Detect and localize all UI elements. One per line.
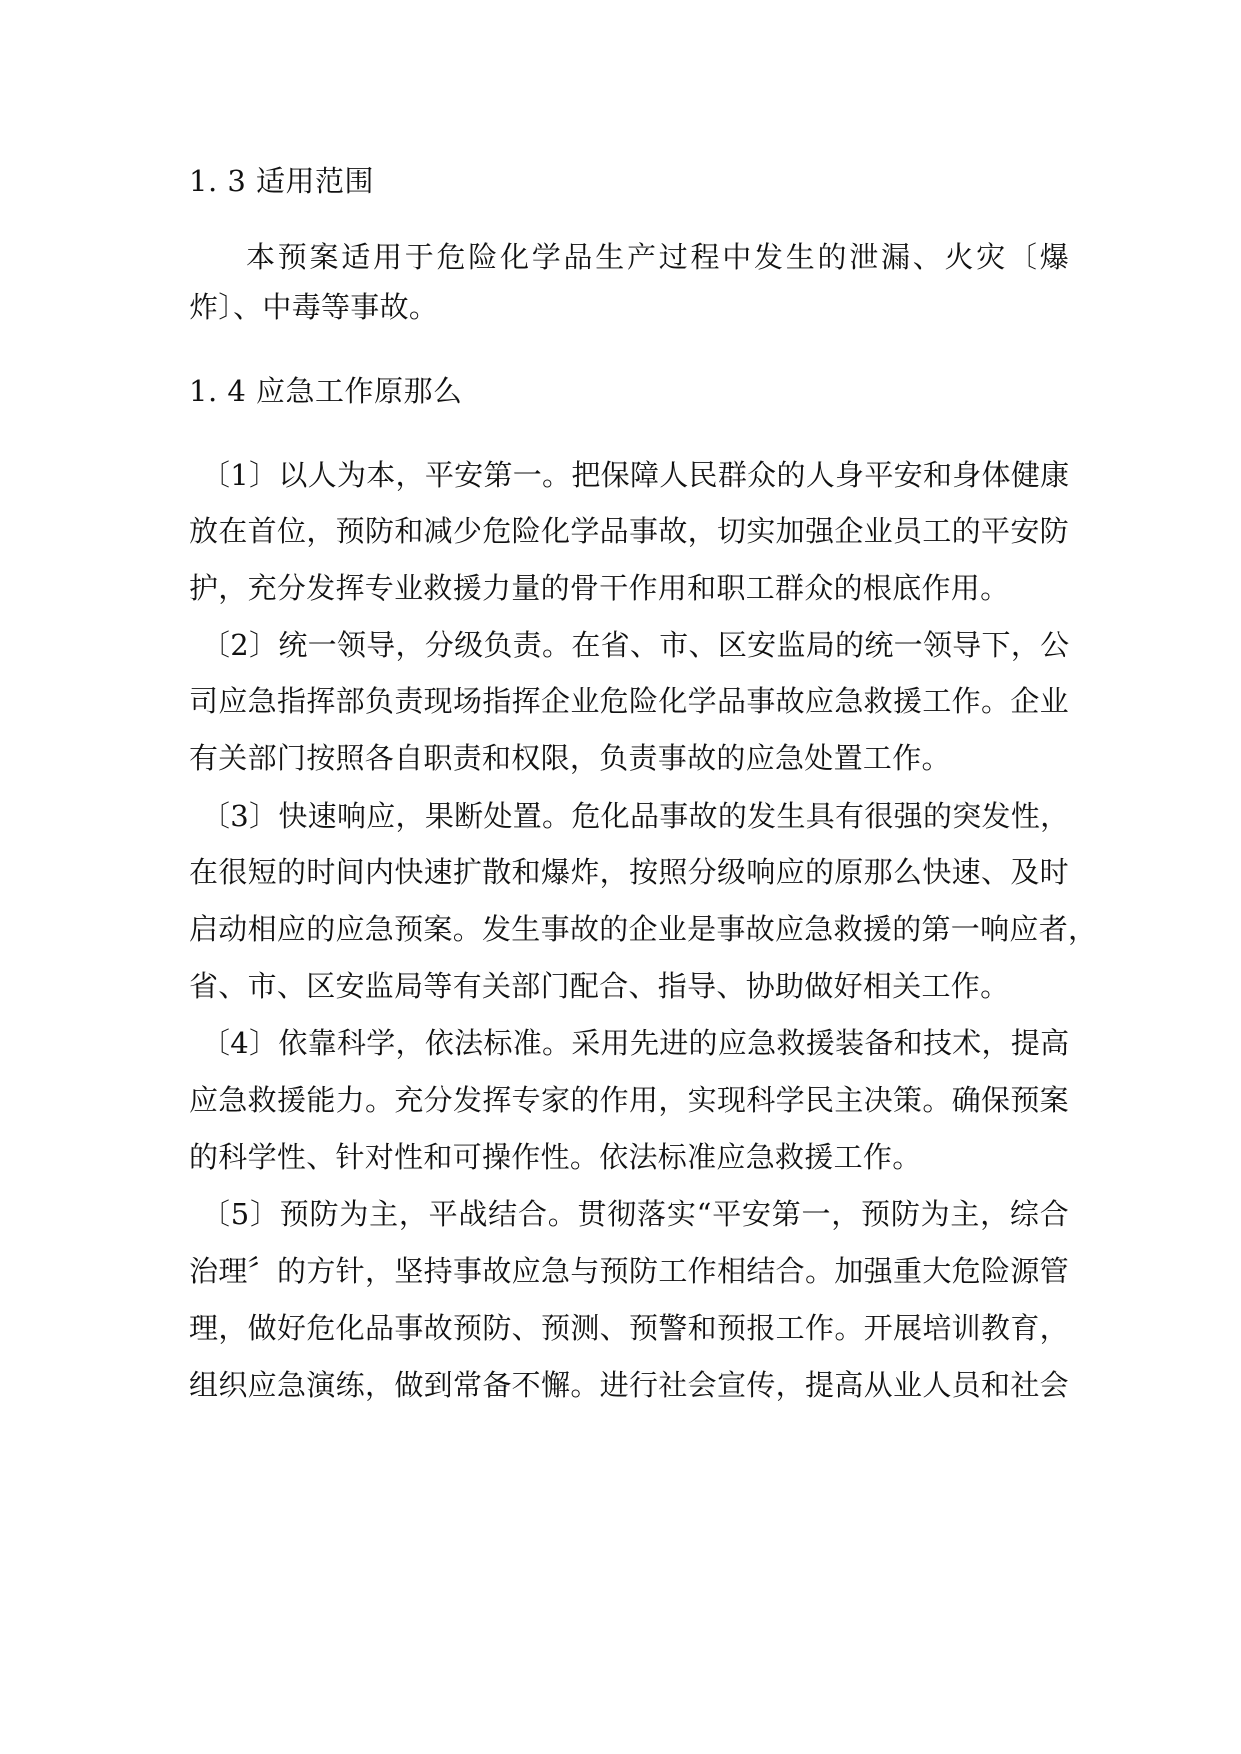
paragraph-line: 应急救援能力。充分发挥专家的作用，实现科学民主决策。确保预案 bbox=[189, 1083, 1069, 1117]
paragraph-line: 理，做好危化品事故预防、预测、预警和预报工作。开展培训教育， bbox=[189, 1311, 1069, 1345]
paragraph-line: 组织应急演练，做到常备不懈。进行社会宣传，提高从业人员和社会 bbox=[189, 1368, 1069, 1402]
paragraph-line: 护，充分发挥专业救援力量的骨干作用和职工群众的根底作用。 bbox=[189, 571, 1010, 605]
paragraph-line: 本预案适用于危险化学品生产过程中发生的泄漏、火灾〔爆 bbox=[246, 240, 1069, 274]
paragraph-line: 〔1〕以人为本，平安第一。把保障人民群众的人身平安和身体健康 bbox=[201, 458, 1070, 492]
paragraph-line: 炸〕、中毒等事故。 bbox=[189, 290, 439, 324]
paragraph-line: 〔2〕统一领导，分级负责。在省、市、区安监局的统一领导下，公 bbox=[201, 628, 1070, 662]
paragraph-line: 治理〞的方针，坚持事故应急与预防工作相结合。加强重大危险源管 bbox=[189, 1254, 1069, 1288]
paragraph-line: 〔5〕预防为主，平战结合。贯彻落实“平安第一，预防为主，综合 bbox=[201, 1197, 1069, 1231]
paragraph-line: 省、市、区安监局等有关部门配合、指导、协助做好相关工作。 bbox=[189, 969, 1010, 1003]
paragraph-line: 〔3〕快速响应，果断处置。危化品事故的发生具有很强的突发性， bbox=[201, 799, 1070, 833]
paragraph-line: 放在首位，预防和减少危险化学品事故，切实加强企业员工的平安防 bbox=[189, 514, 1069, 548]
section-heading-1-3: 1. 3 适用范围 bbox=[189, 164, 375, 198]
paragraph-line: 司应急指挥部负责现场指挥企业危险化学品事故应急救援工作。企业 bbox=[189, 684, 1069, 718]
paragraph-line: 的科学性、针对性和可操作性。依法标准应急救援工作。 bbox=[189, 1140, 922, 1174]
section-heading-1-4: 1. 4 应急工作原那么 bbox=[189, 374, 463, 408]
paragraph-line: 启动相应的应急预案。发生事故的企业是事故应急救援的第一响应者， bbox=[189, 912, 1098, 946]
paragraph-line: 〔4〕依靠科学，依法标准。采用先进的应急救援装备和技术，提高 bbox=[201, 1026, 1070, 1060]
paragraph-line: 在很短的时间内快速扩散和爆炸，按照分级响应的原那么快速、及时 bbox=[189, 855, 1069, 889]
paragraph-line: 有关部门按照各自职责和权限，负责事故的应急处置工作。 bbox=[189, 741, 951, 775]
